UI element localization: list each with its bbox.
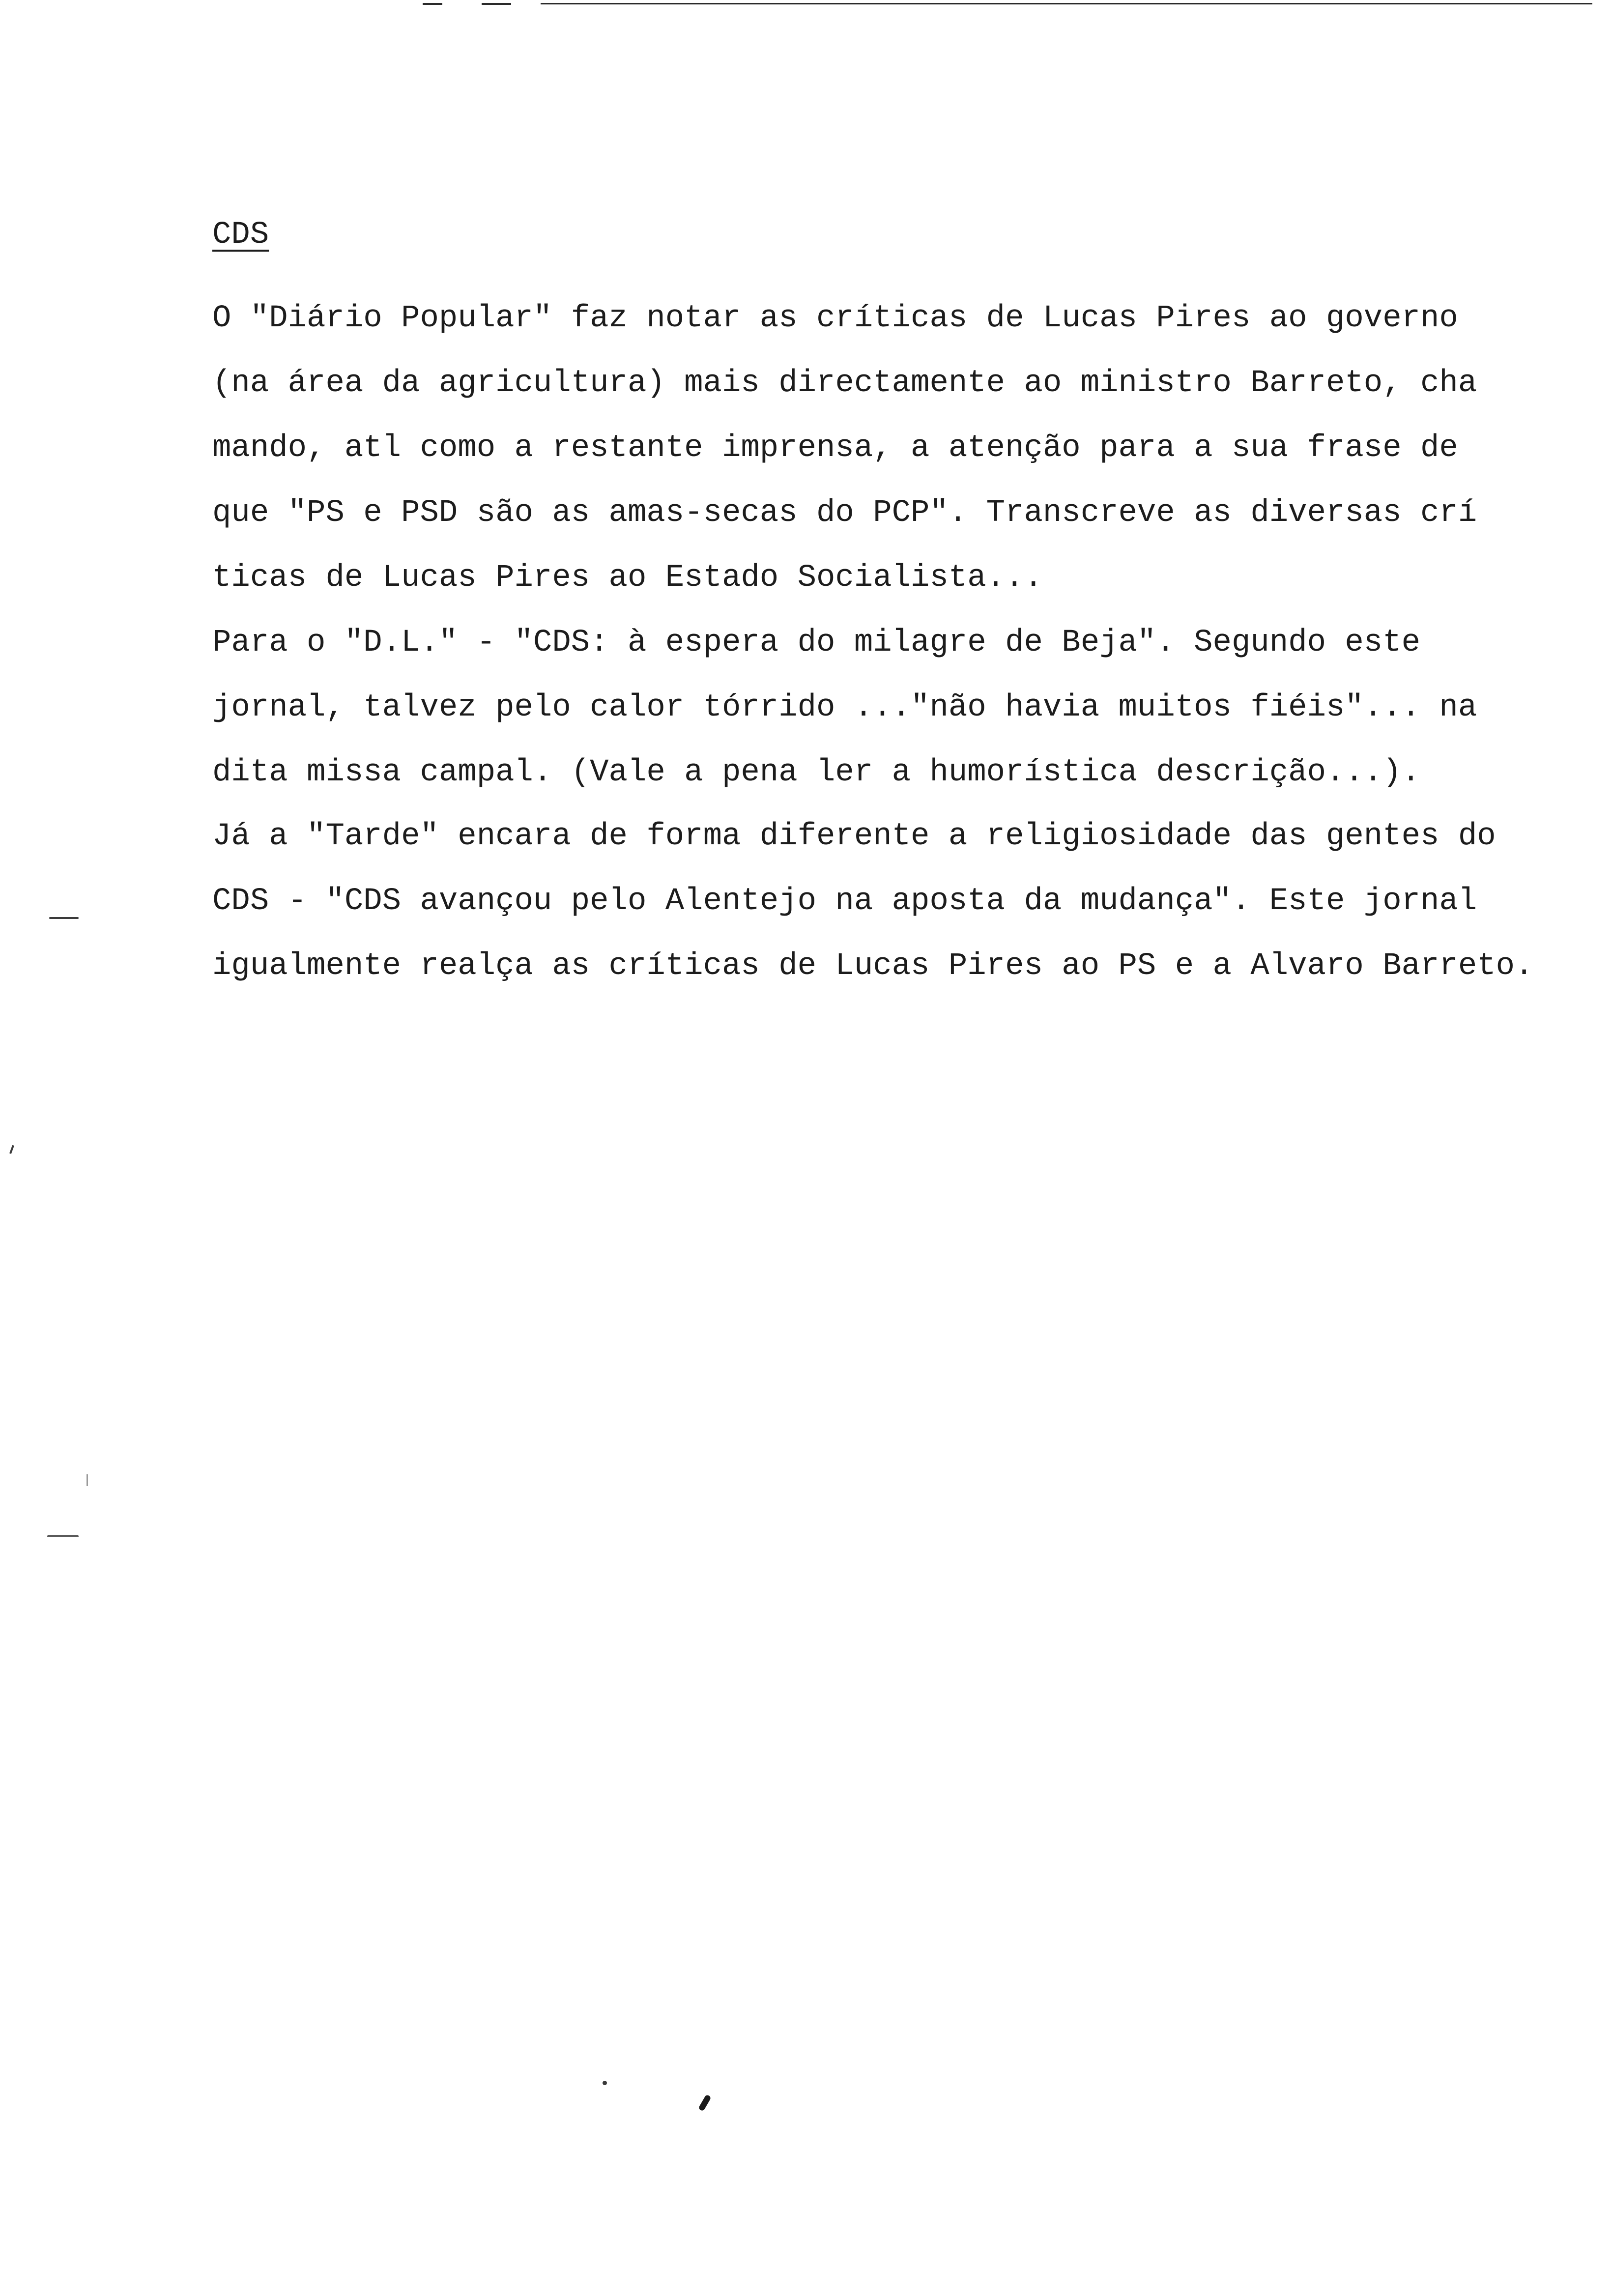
top-edge-rule [423, 3, 442, 5]
text-line: que "PS e PSD são as amas-secas do PCP". Transcreve as diversas crí [212, 495, 1477, 531]
text-line: Para o "D.L." - "CDS: à espera do milagre de Beja". Segundo este [212, 625, 1420, 660]
text-line: mando, atl como a restante imprensa, a atenção para a sua frase de [212, 430, 1458, 466]
scan-mark [86, 1474, 88, 1486]
text-line: CDS - "CDS avançou pelo Alentejo na aposta da mudança". Este jornal [212, 884, 1477, 919]
top-edge-rule [482, 3, 511, 5]
scan-mark [47, 1535, 79, 1537]
text-line: dita missa campal. (Vale a pena ler a humorística descrição...). [212, 755, 1420, 790]
text-line: igualmente realça as críticas de Lucas Pires ao PS e a Alvaro Barreto. [212, 948, 1534, 984]
scan-mark [9, 1145, 14, 1154]
text-line: ticas de Lucas Pires ao Estado Socialista... [212, 560, 1043, 596]
scan-mark [49, 917, 79, 919]
scan-mark [603, 2081, 607, 2085]
text-line: (na área da agricultura) mais directamente ao ministro Barreto, cha [212, 366, 1477, 401]
text-line: Já a "Tarde" encara de forma diferente a religiosidade das gentes do [212, 819, 1496, 854]
section-heading: CDS [212, 217, 269, 253]
text-line: O "Diário Popular" faz notar as críticas de Lucas Pires ao governo [212, 301, 1458, 336]
scan-mark [698, 2094, 711, 2111]
text-line: jornal, talvez pelo calor tórrido ..."não havia muitos fiéis"... na [212, 690, 1477, 725]
top-edge-rule [541, 3, 1592, 4]
